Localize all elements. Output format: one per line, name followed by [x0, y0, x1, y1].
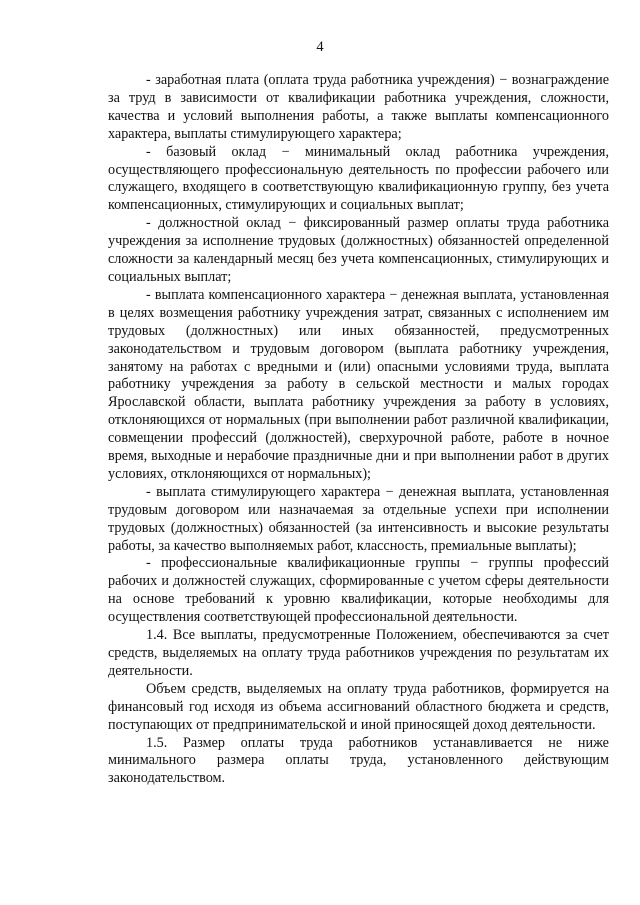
definition-base-salary: - базовый оклад − минимальный оклад работника учреждения, осуществляющего профессиональную деятельность по профессии рабочего или служащего, входящего в соответствующую квалификационную группу, без учета компенсационных, стимулирующих и социальных выплат;: [108, 143, 609, 214]
clause-funding-volume: Объем средств, выделяемых на оплату труда работников, формируется на финансовый год исходя из объема ассигнований областного бюджета и средств, поступающих от предпринимательской и иной приносящей доход деятельности.: [108, 680, 609, 733]
clause-1-5: 1.5. Размер оплаты труда работников устанавливается не ниже минимального размера оплаты труда, установленного действующим законодательством.: [108, 734, 609, 787]
document-body: [108, 72, 609, 788]
definition-compensation-payment: - выплата компенсационного характера − денежная выплата, установленная в целях возмещения работнику учреждения затрат, связанных с исполнением им трудовых (должностных) или иных обязанностей, предусмотренных законодательством и трудовым договором (выплата работнику учреждения, занятому на работах с вредными и (или) опасными условиями труда, выплата работнику учреждения за работу в сельской местности и малых городах Ярославской области, выплата работнику учреждения за работу в условиях, отклоняющихся от нормальных (при выполнении работ различной квалификации, совмещении профессий (должностей), сверхурочной работе, работе в ночное время, выходные и нерабочие праздничные дни и при выполнении работ в других условиях, отклоняющихся от нормальных);: [108, 286, 609, 482]
definition-qualification-groups: - профессиональные квалификационные группы − группы профессий рабочих и должностей служащих, сформированные с учетом сферы деятельности на основе требований к уровню квалификации, которые необходимы для осуществления соответствующей профессиональной деятельности.: [108, 555, 609, 626]
clause-1-4: 1.4. Все выплаты, предусмотренные Положением, обеспечиваются за счет средств, выделяемых на оплату труда работников учреждения по результатам их деятельности.: [108, 627, 609, 679]
definition-incentive-payment: - выплата стимулирующего характера − денежная выплата, установленная трудовым договором или назначаемая за отдельные успехи при исполнении трудовых (должностных) обязанностей (за интенсивность и высокие результаты работы, за качество выполняемых работ, классность, премиальные выплаты);: [108, 483, 609, 554]
page-number: 4: [316, 39, 324, 55]
definition-official-salary: - должностной оклад − фиксированный размер оплаты труда работника учреждения за исполнение трудовых (должностных) обязанностей определенной сложности за календарный месяц без учета компенсационных, стимулирующих и социальных выплат;: [108, 215, 609, 285]
definition-wage: - заработная плата (оплата труда работника учреждения) − вознаграждение за труд в зависимости от квалификации работника учреждения, сложности, качества и условий выполнения работы, а также выплаты компенсационного характера, выплаты стимулирующего характера;: [108, 72, 609, 142]
